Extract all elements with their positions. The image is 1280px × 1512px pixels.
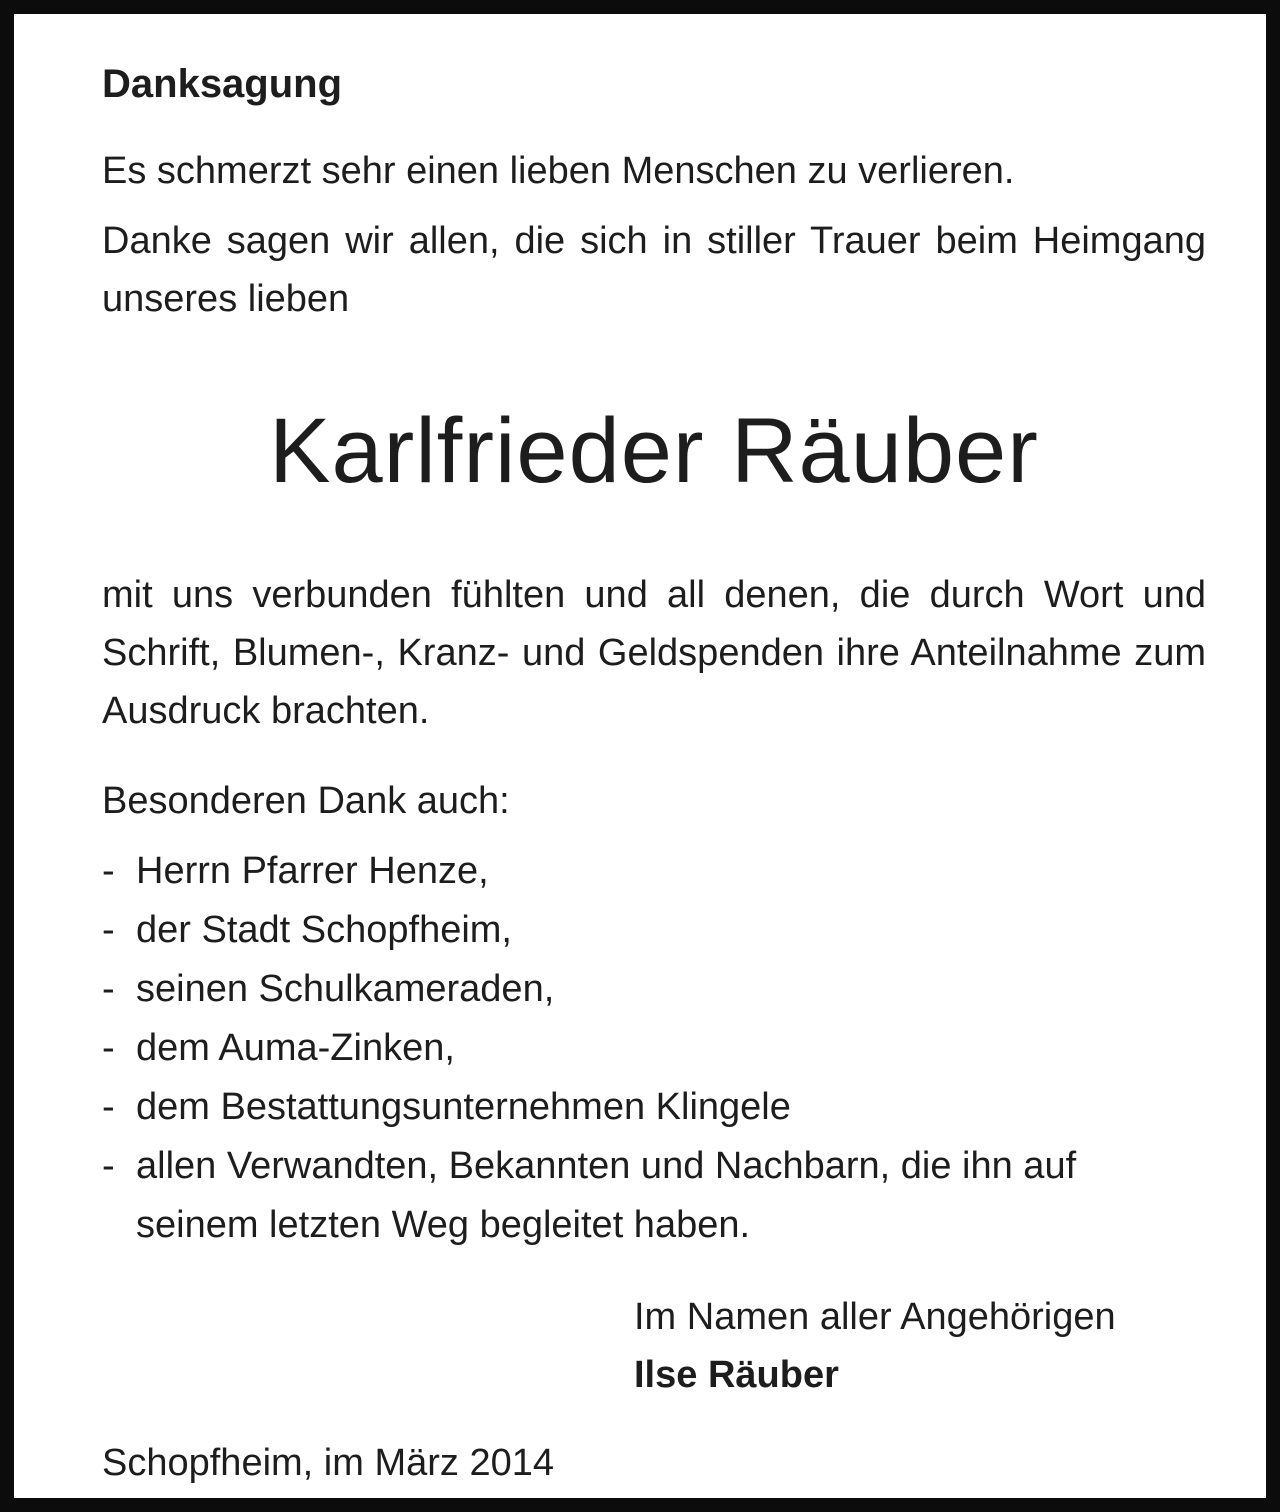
signer-name: Ilse Räuber bbox=[634, 1354, 839, 1396]
list-item-text: allen Verwandten, Bekannten und Nachbarn, die ihn auf seinem letzten Weg begleitet haben. bbox=[136, 1145, 1077, 1246]
list-bullet: - bbox=[102, 850, 115, 892]
list-item bbox=[102, 842, 1206, 901]
list-item bbox=[102, 1078, 1206, 1137]
thanks-body: mit uns verbunden fühlten und all denen, die durch Wort und Schrift, Blumen-, Kranz- und Geldspenden ihre Anteilnahme zum Ausdruck brachten. bbox=[102, 574, 1206, 732]
place-date: Schopfheim, im März 2014 bbox=[102, 1442, 554, 1484]
special-thanks-list bbox=[102, 842, 1206, 1255]
list-bullet: - bbox=[102, 909, 115, 951]
list-item bbox=[102, 960, 1206, 1019]
list-item bbox=[102, 1137, 1206, 1255]
list-item-text: seinen Schulkameraden, bbox=[136, 968, 555, 1010]
signature-line: Im Namen aller Angehörigen bbox=[634, 1296, 1116, 1338]
notice-heading: Danksagung bbox=[102, 62, 343, 106]
signature-block bbox=[634, 1288, 1116, 1404]
list-bullet: - bbox=[102, 1086, 115, 1128]
list-item bbox=[102, 901, 1206, 960]
special-thanks-heading: Besonderen Dank auch: bbox=[102, 780, 510, 822]
list-item-text: der Stadt Schopfheim, bbox=[136, 909, 512, 951]
thanks-intro: Danke sagen wir allen, die sich in stiller Trauer beim Heimgang unseres lieben bbox=[102, 220, 1206, 320]
list-item bbox=[102, 1019, 1206, 1078]
list-item-text: dem Auma-Zinken, bbox=[136, 1027, 455, 1069]
list-bullet: - bbox=[102, 968, 115, 1010]
list-item-text: dem Bestattungsunternehmen Klingele bbox=[136, 1086, 791, 1128]
list-item-text: Herrn Pfarrer Henze, bbox=[136, 850, 489, 892]
deceased-name: Karlfrieder Räuber bbox=[269, 400, 1039, 502]
list-bullet: - bbox=[102, 1027, 115, 1069]
list-bullet: - bbox=[102, 1145, 115, 1187]
intro-line: Es schmerzt sehr einen lieben Menschen zu verlieren. bbox=[102, 150, 1015, 192]
